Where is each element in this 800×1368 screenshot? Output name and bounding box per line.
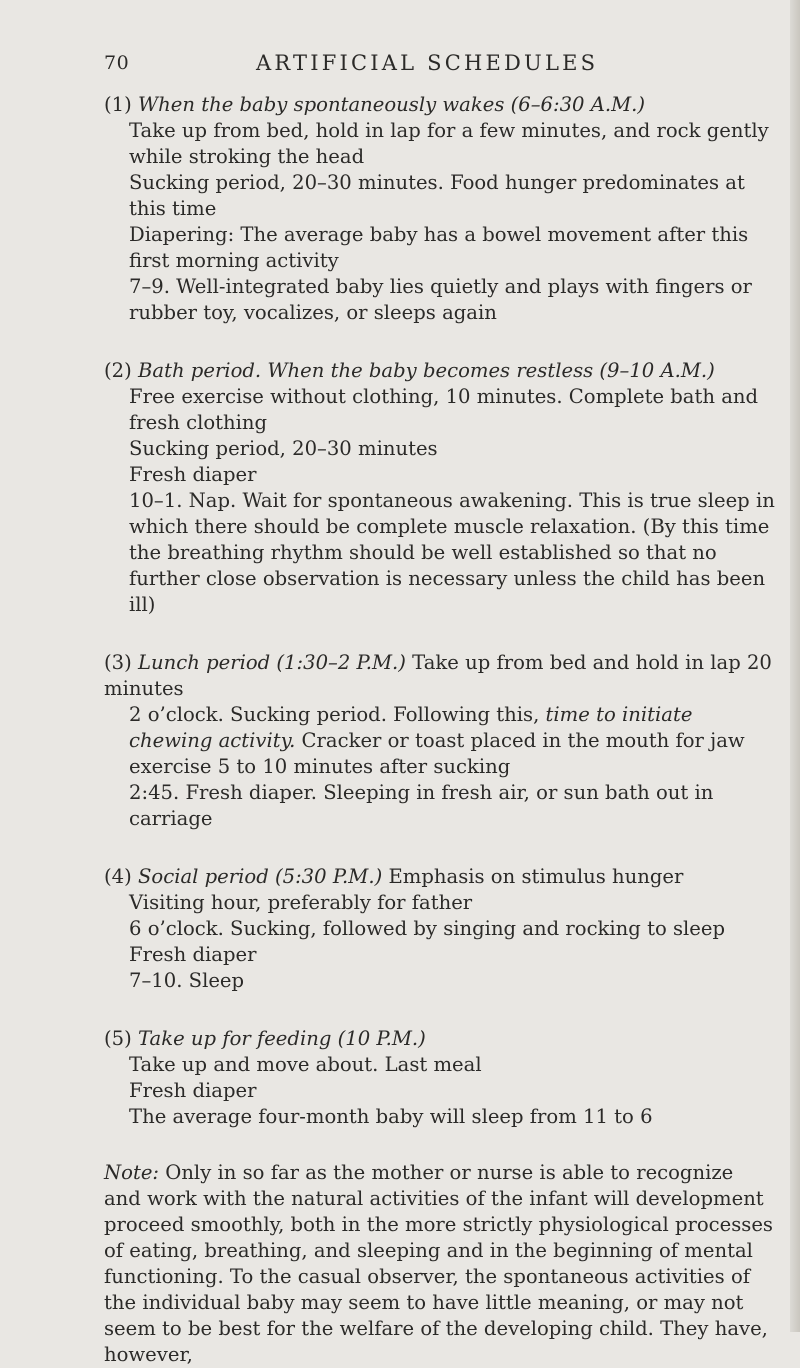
line-text: 2 o’clock. Sucking period. Following this, [129,703,546,726]
schedule-line: Take up from bed, hold in lap for a few minutes, and rock gently while stroking the head [129,119,769,168]
section-heading-rest: Emphasis on stimulus hunger [388,865,684,888]
page-number: 70 [104,52,130,74]
section-heading-rest: Take up from bed and hold in lap 20 minutes [104,651,772,700]
schedule-section-2 [104,358,776,618]
section-title: When the baby spontaneously wakes (6–6:30 A.M.) [138,93,646,116]
schedule-line: Free exercise without clothing, 10 minutes. Complete bath and fresh clothing [129,385,759,434]
schedule-section-3 [104,650,776,832]
line-emphasis: time to initiate chewing activity. [129,703,693,752]
section-title: Lunch period (1:30–2 P.M.) [138,651,406,674]
section-number: (3) [104,651,132,674]
note-paragraph [104,1160,776,1368]
section-title: Social period (5:30 P.M.) [138,865,383,888]
schedule-line: 7–10. Sleep [129,969,245,992]
schedule-line: 6 o’clock. Sucking, followed by singing and rocking to sleep [129,917,726,940]
section-heading [104,650,776,702]
schedule-section-4 [104,864,776,994]
section-number: (2) [104,359,132,382]
schedule-line [104,702,776,780]
schedule-line: 2:45. Fresh diaper. Sleeping in fresh air, or sun bath out in carriage [129,781,714,830]
running-head: ARTIFICIAL SCHEDULES [256,51,599,75]
note-text: Only in so far as the mother or nurse is able to recognize and work with the natural activities of the infant will development proceed smoothly, both in the more strictly physiological processes of eating, breathing, and sleeping and in the beginning of mental functioning. To the casual observer, the spontaneous activities of the individual baby may seem to have little meaning, or may not seem to be best for the welfare of the developing child. They have, however, [104,1161,773,1366]
schedule-line: Take up and move about. Last meal [129,1053,482,1076]
page-body [104,92,776,1368]
schedule-line: Sucking period, 20–30 minutes [129,437,438,460]
section-number: (5) [104,1027,132,1050]
section-number: (1) [104,93,132,116]
schedule-line: Sucking period, 20–30 minutes. Food hunger predominates at this time [129,171,745,220]
page-header [104,52,790,84]
schedule-section-1 [104,92,776,326]
schedule-line: The average four-month baby will sleep from 11 to 6 [129,1105,653,1128]
schedule-line: Fresh diaper [129,1079,257,1102]
schedule-line: Fresh diaper [129,943,257,966]
schedule-line: Visiting hour, preferably for father [129,891,473,914]
schedule-line: Fresh diaper [129,463,257,486]
line-text: Cracker or toast placed in the mouth for jaw exercise 5 to 10 minutes after sucking [129,729,745,778]
section-heading [104,92,776,118]
note-label: Note: [104,1161,160,1184]
schedule-section-5 [104,1026,776,1130]
schedule-line: 10–1. Nap. Wait for spontaneous awakening. This is true sleep in which there should be complete muscle relaxation. (By this time the breathing rhythm should be well established so that no further close observation is necessary unless the child has been ill) [129,489,775,616]
section-title: Take up for feeding (10 P.M.) [138,1027,426,1050]
section-number: (4) [104,865,132,888]
schedule-line: Diapering: The average baby has a bowel movement after this first morning activity [129,223,749,272]
section-heading [104,358,776,384]
section-heading [104,1026,776,1052]
page-edge-shadow [790,0,800,1332]
section-heading [104,864,776,890]
schedule-line: 7–9. Well-integrated baby lies quietly and plays with fingers or rubber toy, vocalizes, or sleeps again [129,275,752,324]
section-title: Bath period. When the baby becomes restless (9–10 A.M.) [138,359,715,382]
